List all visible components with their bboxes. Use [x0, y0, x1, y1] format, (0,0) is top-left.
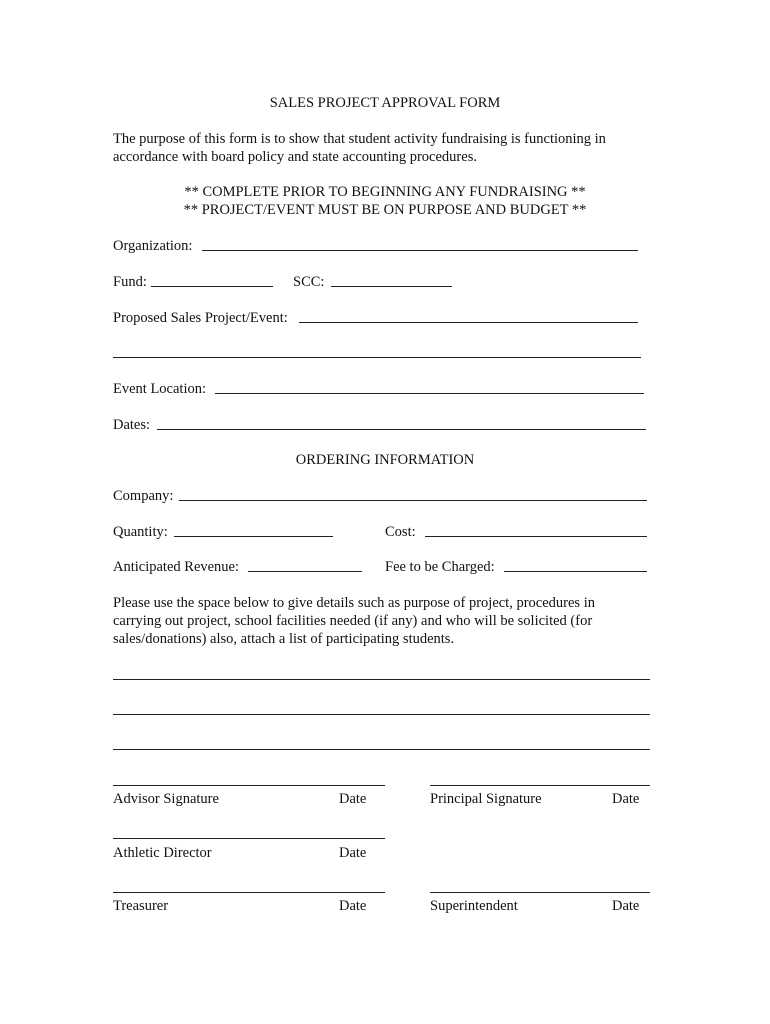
quantity-field[interactable]	[174, 536, 333, 537]
advisor-signature-line[interactable]	[113, 785, 385, 786]
proposed-project-field[interactable]	[299, 322, 638, 323]
principal-signature-label: Principal Signature	[430, 791, 542, 807]
quantity-label: Quantity:	[113, 524, 168, 540]
anticipated-revenue-label: Anticipated Revenue:	[113, 559, 240, 575]
details-line-3[interactable]	[113, 749, 650, 750]
fee-field[interactable]	[504, 571, 647, 572]
fund-label: Fund:	[113, 274, 147, 290]
superintendent-date-label: Date	[612, 898, 640, 914]
advisor-date-label: Date	[339, 791, 367, 807]
superintendent-label: Superintendent	[430, 898, 518, 914]
proposed-project-label: Proposed Sales Project/Event:	[113, 310, 288, 326]
treasurer-label: Treasurer	[113, 898, 169, 914]
company-label: Company:	[113, 488, 174, 504]
details-instructions: Please use the space below to give details such as purpose of project, procedures in carrying out project, school facilities needed (if any) and who will be solicited (for sales/donations) also, attach a list of participating students.	[113, 595, 595, 647]
scc-label: SCC:	[293, 274, 325, 290]
treasurer-date-label: Date	[339, 898, 367, 914]
anticipated-revenue-field[interactable]	[248, 571, 362, 572]
proposed-project-field-line-2[interactable]	[113, 357, 641, 358]
principal-signature-line[interactable]	[430, 785, 650, 786]
treasurer-signature-line[interactable]	[113, 892, 385, 893]
superintendent-signature-line[interactable]	[430, 892, 650, 893]
athletic-director-signature-line[interactable]	[113, 838, 385, 839]
cost-label: Cost:	[385, 524, 416, 540]
event-location-field[interactable]	[215, 393, 644, 394]
ordering-heading: ORDERING INFORMATION	[295, 452, 475, 468]
athletic-director-label: Athletic Director	[113, 845, 212, 861]
form-title: SALES PROJECT APPROVAL FORM	[269, 95, 501, 111]
advisor-signature-label: Advisor Signature	[113, 791, 219, 807]
company-field[interactable]	[179, 500, 647, 501]
dates-label: Dates:	[113, 417, 151, 433]
organization-field[interactable]	[202, 250, 638, 251]
fee-label: Fee to be Charged:	[385, 559, 495, 575]
details-line-2[interactable]	[113, 714, 650, 715]
scc-field[interactable]	[331, 286, 452, 287]
notice-line-1: ** COMPLETE PRIOR TO BEGINNING ANY FUNDRAISING **	[184, 184, 586, 200]
notice-line-2: ** PROJECT/EVENT MUST BE ON PURPOSE AND BUDGET **	[183, 202, 587, 218]
dates-field[interactable]	[157, 429, 646, 430]
cost-field[interactable]	[425, 536, 647, 537]
organization-label: Organization:	[113, 238, 193, 254]
athletic-director-date-label: Date	[339, 845, 367, 861]
principal-date-label: Date	[612, 791, 640, 807]
fund-field[interactable]	[151, 286, 273, 287]
event-location-label: Event Location:	[113, 381, 207, 397]
details-line-1[interactable]	[113, 679, 650, 680]
purpose-text: The purpose of this form is to show that student activity fundraising is functioning in accordance with board policy and state accounting procedures.	[113, 131, 606, 165]
